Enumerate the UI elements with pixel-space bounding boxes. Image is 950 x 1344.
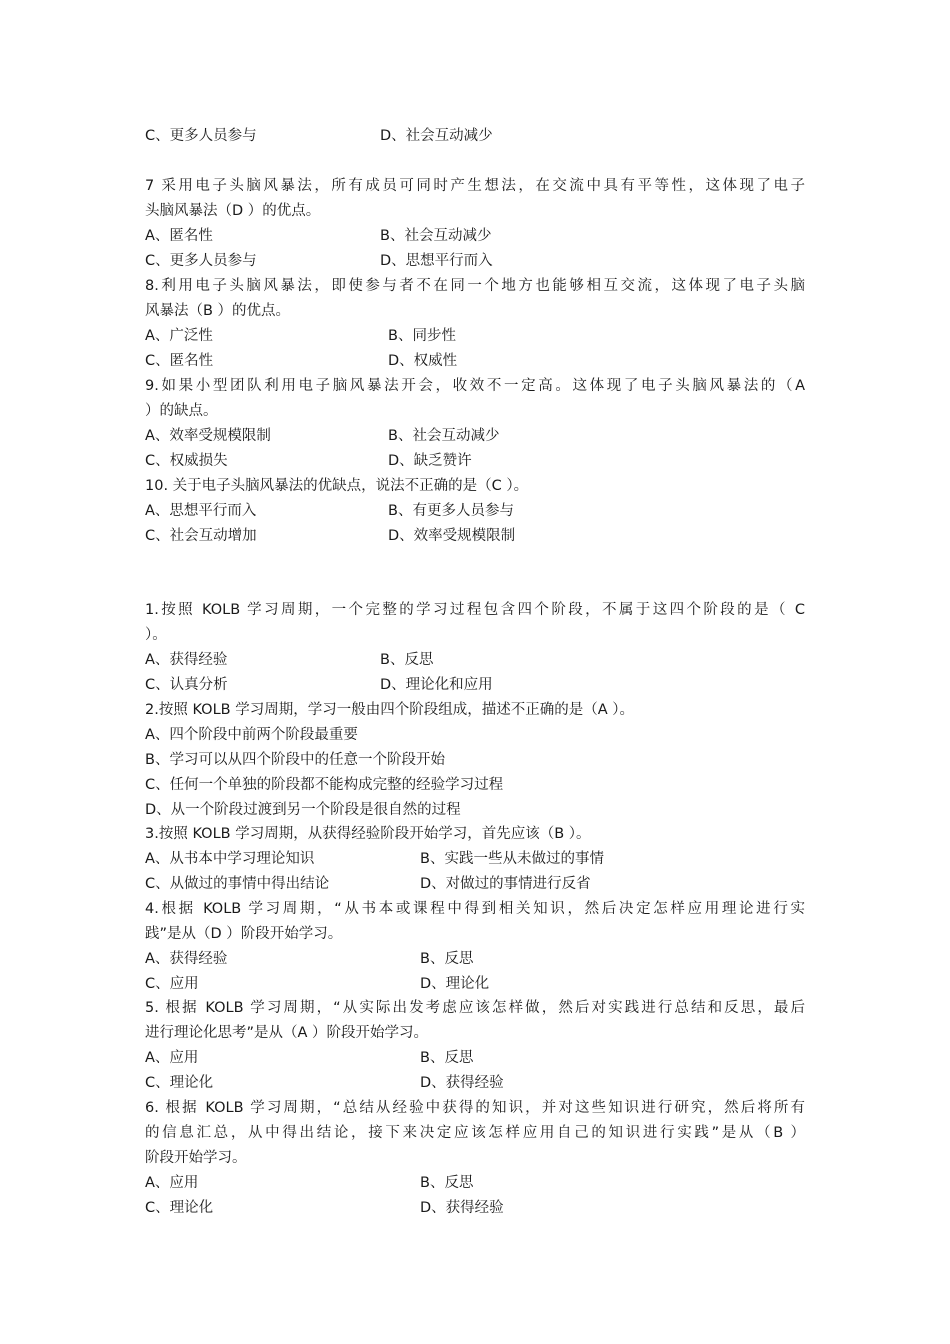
question-text: 进行理论化思考”是从（A ）阶段开始学习。 [145,1025,429,1041]
option-a: A、四个阶段中前两个阶段最重要 [145,727,358,743]
option-d: D、获得经验 [420,1200,504,1216]
option-a: A、从书本中学习理论知识 [145,851,315,867]
option-b: B、实践一些从未做过的事情 [420,851,604,867]
option-c: C、社会互动增加 [145,528,257,544]
question-text: 8.利用电子头脑风暴法，即使参与者不在同一个地方也能够相互交流，这体现了电子头脑 [145,278,805,294]
question-text: 5. 根据 KOLB 学习周期，“从实际出发考虑应该怎样做，然后对实践进行总结和反思，最后 [145,1000,805,1016]
question-text: ）。 [145,627,167,643]
question-text: 4.根据 KOLB 学习周期，“从书本或课程中得到相关知识，然后决定怎样应用理论进行实 [145,901,805,917]
question-text: 3.按照 KOLB 学习周期，从获得经验阶段开始学习，首先应该（B ）。 [145,826,591,842]
option-c: C、从做过的事情中得出结论 [145,876,330,892]
option-b: B、社会互动减少 [380,228,492,244]
option-c: C、应用 [145,976,199,992]
option-b: B、同步性 [388,328,456,344]
option-a: A、应用 [145,1050,199,1066]
option-b: B、反思 [380,652,434,668]
option-d: D、获得经验 [420,1075,504,1091]
option-a: A、获得经验 [145,951,228,967]
option-d: D、思想平行而入 [380,253,493,269]
option-a: A、获得经验 [145,652,228,668]
option-c: C、理论化 [145,1075,214,1091]
option-c: C、更多人员参与 [145,253,257,269]
option-b: B、有更多人员参与 [388,503,514,519]
option-a: A、广泛性 [145,328,213,344]
question-text: 风暴法（B ）的优点。 [145,303,291,319]
question-text: 头脑风暴法（D ）的优点。 [145,203,321,219]
question-text: 的信息汇总，从中得出结论，接下来决定应该怎样应用自己的知识进行实践”是从（B ） [145,1125,805,1141]
option-d: D、权威性 [388,353,458,369]
option-a: A、效率受规模限制 [145,428,271,444]
question-text: 10. 关于电子头脑风暴法的优缺点，说法不正确的是（C ）。 [145,478,529,494]
question-text: 6. 根据 KOLB 学习周期，“总结从经验中获得的知识，并对这些知识进行研究，然后将所有 [145,1100,805,1116]
option-d: D、缺乏赞许 [388,453,472,469]
option-c: C、任何一个单独的阶段都不能构成完整的经验学习过程 [145,777,504,793]
option-d: D、效率受规模限制 [388,528,516,544]
option-a: A、匿名性 [145,228,213,244]
option-d: D、社会互动减少 [380,128,493,144]
question-text: 阶段开始学习。 [145,1150,247,1166]
question-text: 2.按照 KOLB 学习周期，学习一般由四个阶段组成，描述不正确的是（A ）。 [145,702,634,718]
option-c: C、更多人员参与 [145,128,257,144]
option-d: D、从一个阶段过渡到另一个阶段是很自然的过程 [145,802,461,818]
option-c: C、权威损失 [145,453,228,469]
option-a: A、思想平行而入 [145,503,257,519]
option-b: B、反思 [420,1175,474,1191]
option-b: B、学习可以从四个阶段中的任意一个阶段开始 [145,752,445,768]
question-text: 践”是从（D ）阶段开始学习。 [145,926,343,942]
option-a: A、应用 [145,1175,199,1191]
option-d: D、理论化 [420,976,490,992]
option-c: C、理论化 [145,1200,214,1216]
option-b: B、社会互动减少 [388,428,500,444]
question-text: ）的缺点。 [145,403,218,419]
option-b: B、反思 [420,1050,474,1066]
option-b: B、反思 [420,951,474,967]
question-text: 9.如果小型团队利用电子脑风暴法开会，收效不一定高。这体现了电子头脑风暴法的（A [145,378,805,394]
option-d: D、理论化和应用 [380,677,493,693]
question-text: 7 采用电子头脑风暴法，所有成员可同时产生想法，在交流中具有平等性，这体现了电子 [145,178,805,194]
question-text: 1.按照 KOLB 学习周期，一个完整的学习过程包含四个阶段，不属于这四个阶段的是（ C [145,602,805,618]
option-c: C、认真分析 [145,677,228,693]
option-d: D、对做过的事情进行反省 [420,876,591,892]
option-c: C、匿名性 [145,353,214,369]
